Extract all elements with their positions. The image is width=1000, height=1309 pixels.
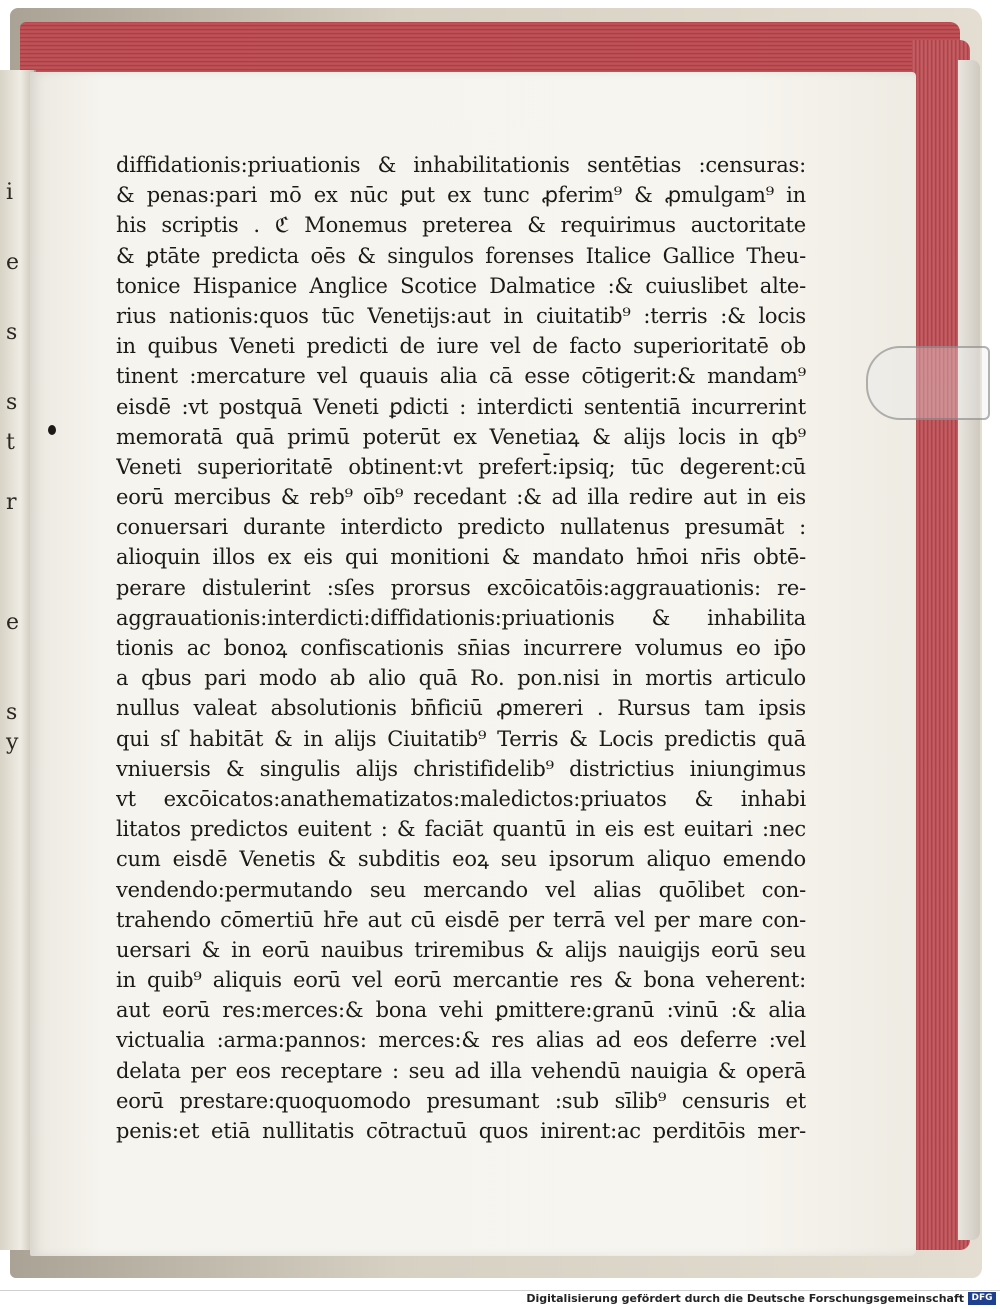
text-line: uersari & in eorū nauibus triremibus & alijs nauigijs eorū seu <box>116 937 806 962</box>
text-line: aut eorū res:merces:& bona vehi ꝑmittere:granū :vinū :& alia <box>116 998 806 1023</box>
text-line: victualia :arma:pannos: merces:& res alias ad eos deferre :vel <box>116 1028 806 1053</box>
text-line: tonice Hispanice Anglice Scotice Dalmatice :& cuiuslibet alte- <box>116 273 806 298</box>
text-line: cum eisdē Venetis & subditis eoꝝ seu ipsorum aliquo emendo <box>116 847 806 872</box>
text-line: Veneti superioritatē obtinent:vt prefert̄:ipsiq; tūc degerent:cū <box>116 454 806 479</box>
text-line: eorū prestare:quoquomodo presumant :sub sīlib⁹ censuris et <box>116 1088 806 1113</box>
verso-margin-glyph: s <box>6 390 18 415</box>
text-line: aggrauationis:interdicti:diffidationis:priuationis & inhabilita <box>116 605 806 630</box>
verso-margin-glyph: e <box>6 250 20 275</box>
dfg-logo: DFG <box>968 1292 996 1305</box>
text-line: memoratā quā primū poterūt ex Venetiaꝝ & alijs locis in qb⁹ <box>116 424 806 449</box>
text-line: delata per eos receptare : seu ad illa vehendū nauigia & operā <box>116 1058 806 1083</box>
text-line: his scriptis . ℭ Monemus preterea & requirimus auctoritate <box>116 213 806 238</box>
printed-text-block <box>116 150 806 1146</box>
text-line: diffidationis:priuationis & inhabilitationis sentētias :censuras: <box>116 153 806 177</box>
text-line: tionis ac bonoꝝ confiscationis sn̄ias incurrere volumus eo ip̄o <box>116 636 806 660</box>
verso-margin-glyph: y <box>6 730 19 755</box>
text-line: a qbus pari modo ab alio quā Ro. pon.nisi in mortis articulo <box>116 666 806 691</box>
back-cover-edge <box>958 60 980 1240</box>
text-line: conuersari durante interdicto predicto nullatenus presumāt : <box>116 515 806 540</box>
text-line: trahendo cōmertiū hr̄e aut cū eisdē per terrā vel per mare con- <box>116 907 806 932</box>
verso-margin-glyph: i <box>6 180 14 205</box>
margin-ink-mark <box>48 425 56 435</box>
text-line: tinent :mercature vel quauis alia cā esse cōtigerit:& mandam⁹ <box>116 364 806 389</box>
text-line: perare distulerint :sſes prorsus excōicatōis:aggrauationis: re- <box>116 575 806 600</box>
funding-credit: Digitalisierung gefördert durch die Deutsche Forschungsgemeinschaft <box>526 1292 964 1305</box>
verso-margin-glyph: e <box>6 610 20 635</box>
text-line: alioquin illos ex eis qui monitioni & mandato hm̄oi nr̄is obtē- <box>116 545 806 570</box>
verso-margin-glyph: r <box>6 490 17 515</box>
verso-margin-glyph: s <box>6 320 18 345</box>
text-line: rius nationis:quos tūc Venetijs:aut in ciuitatib⁹ :terris :& locis <box>116 303 806 328</box>
text-line: nullus valeat absolutionis bn̄ficiū ꝓmereri . Rursus tam ipsis <box>116 696 806 721</box>
text-line: penis:et etiā nullitatis cōtractuū quos inirent:ac perditōis mer- <box>116 1119 806 1143</box>
verso-margin-glyph: t <box>6 430 15 455</box>
verso-margin-glyph: s <box>6 700 18 725</box>
text-line: & penas:pari mō ex nūc ꝑut ex tunc ꝓferim⁹ & ꝓmulgam⁹ in <box>116 183 806 208</box>
text-line: in quib⁹ aliquis eorū vel eorū mercantie res & bona veherent: <box>116 968 806 993</box>
text-line: in quibus Veneti predicti de iure vel de facto superioritatē ob <box>116 334 806 359</box>
text-line: vendendo:permutando seu mercando vel alias quōlibet con- <box>116 877 806 902</box>
page-holder-clip <box>866 346 990 420</box>
text-line: litatos predictos euitent : & faciāt quantū in eis est euitari :nec <box>116 817 806 842</box>
page-block-top-edge <box>20 22 960 78</box>
text-line: vniuersis & singulis alijs christifidelib⁹ districtius iniungimus <box>116 756 806 781</box>
text-line: & ꝑtāte predicta oēs & singulos forenses Italice Gallice Theu- <box>116 243 806 268</box>
text-line: eorū mercibus & reb⁹ oīb⁹ recedant :& ad illa redire aut in eis <box>116 485 806 510</box>
text-line: vt excōicatos:anathematizatos:maledictos:priuatos & inhabi <box>116 786 806 811</box>
text-line: eisdē :vt postquā Veneti ꝑdicti : interdicti sententiā incurrerint <box>116 394 806 419</box>
text-line: qui sſ habitāt & in alijs Ciuitatib⁹ Terris & Locis predictis quā <box>116 726 806 751</box>
